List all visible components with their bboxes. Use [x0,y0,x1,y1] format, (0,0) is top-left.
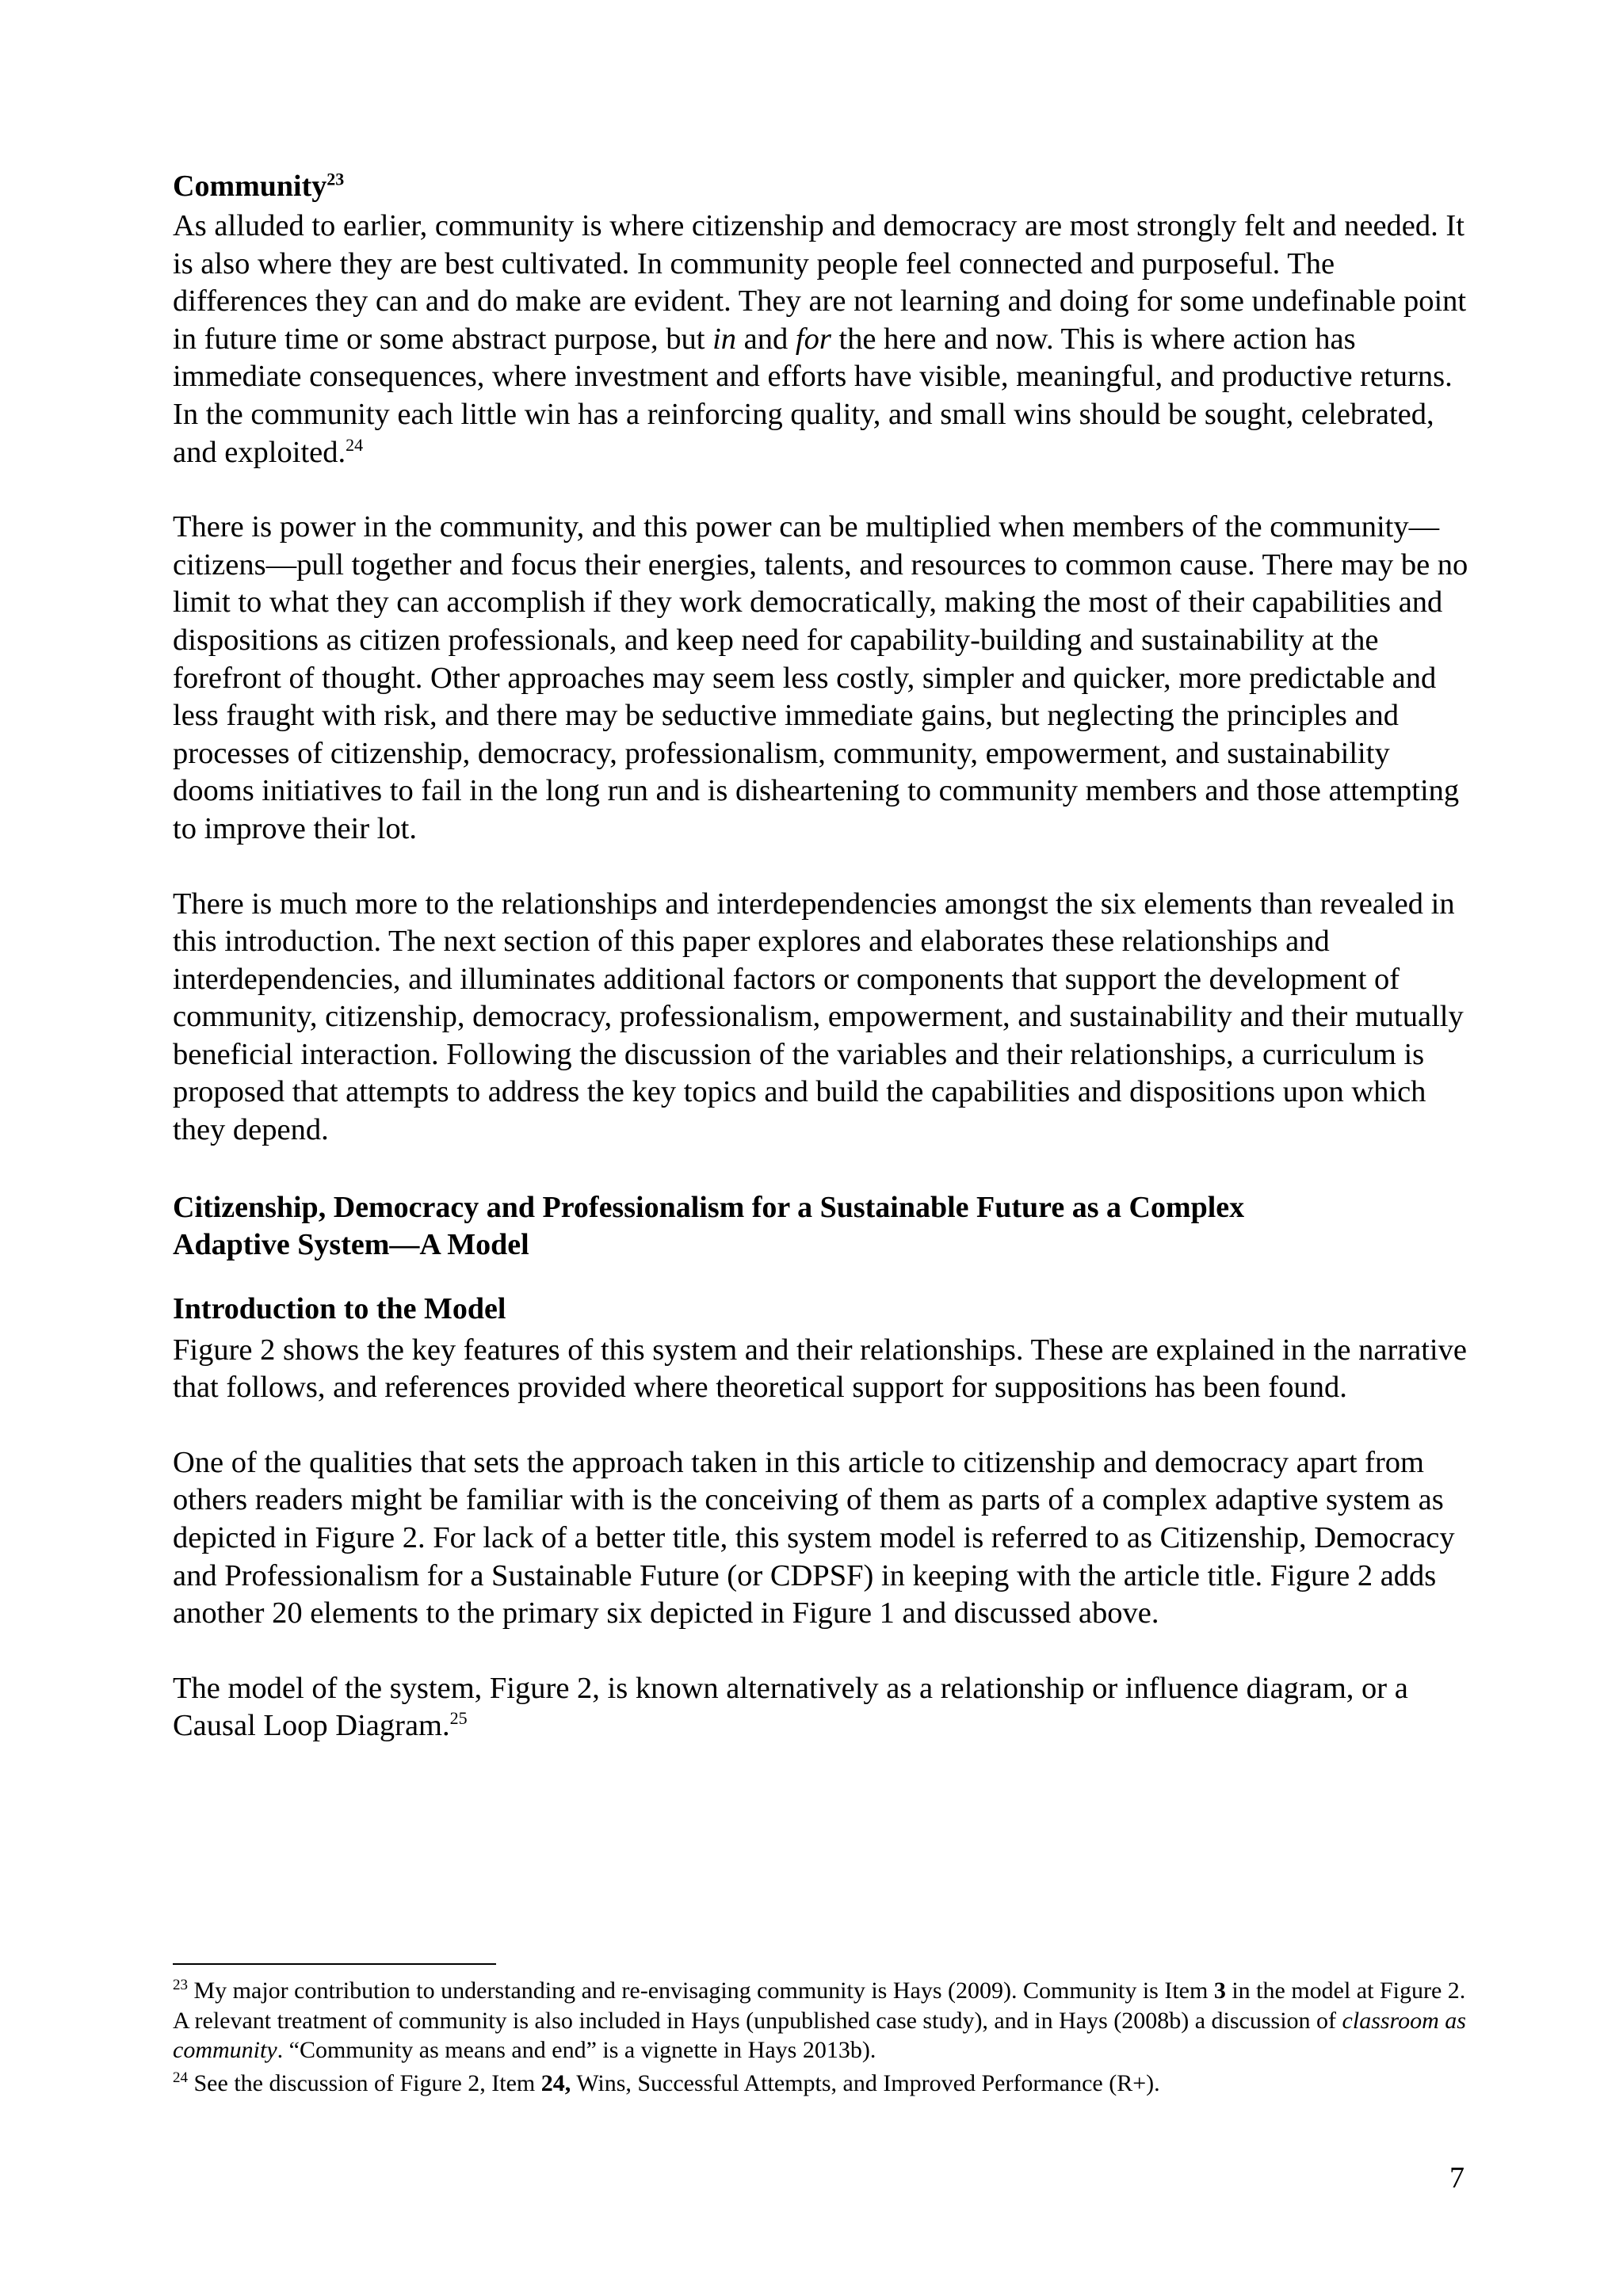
footnote-divider [173,1963,496,1965]
community-p1-em-for: for [795,322,831,356]
heading-community-text: Community [173,170,327,203]
community-p1-text: As alluded to earlier, community is where citizenship and democracy are most strongly felt and needed. It is also where they are best cultivated. In community people feel connected and purposeful. The differences they can and do make are evident. They are not learning and doing for some undefinable point in future time or some abstract purpose, but [173,209,1467,356]
community-p1-em-in: in [712,322,737,356]
footnote-23-a: My major contribution to understanding and re-envisaging community is Hays (2009). Community is Item [188,1978,1214,2004]
intro-paragraph-2: One of the qualities that sets the approach taken in this article to citizenship and democracy apart from others readers might be familiar with is the conceiving of them as parts of a complex adaptive system as depicted in Figure 2. For lack of a better title, this system model is referred to as Citizenship, Democracy and Professionalism for a Sustainable Future (or CDPSF) in keeping with the article title. Figure 2 adds another 20 elements to the primary six depicted in Figure 1 and discussed above. [173,1445,1455,1630]
footnote-23-number: 23 [173,1977,188,1993]
community-p1-rest: the here and now. This is where action has immediate consequences, where investment and efforts have visible, meaningful, and productive returns. In the community each little win has a reinforcing quality, and small wins should be sought, celebrated, and exploited. [173,322,1453,469]
community-paragraph-1 [173,208,1472,471]
intro-paragraph-3 [173,1670,1472,1745]
footnote-ref-23[interactable]: 23 [327,169,345,189]
community-paragraph-2: There is power in the community, and this power can be multiplied when members of the community—citizens—pull together and focus their energies, talents, and resources to common cause. There may be no limit to what they can accomplish if they work democratically, making the most of their capabilities and dispositions as citizen professionals, and keep need for capability-building and sustainability at the forefront of thought. Other approaches may seem less costly, simpler and quicker, more predictable and less fraught with risk, and there may be seductive immediate gains, but neglecting the principles and processes of citizenship, democracy, professionalism, community, empowerment, and sustainability dooms initiatives to fail in the long run and is disheartening to community members and those attempting to improve their lot. [173,510,1468,845]
community-p1-mid: and [736,322,796,356]
footnotes [173,1976,1472,2098]
footnote-ref-24[interactable]: 24 [346,434,364,455]
heading-model [173,1189,1472,1264]
intro-paragraph-1: Figure 2 shows the key features of this system and their relationships. These are explained in the narrative that follows, and references provided where theoretical support for suppositions has been found. [173,1333,1467,1405]
footnote-24 [173,2069,1472,2099]
document-body [173,168,1472,1745]
footnote-23 [173,1976,1472,2065]
footnote-23-c: in the model at Figure 2. A relevant treatment of community is also included in Hays (unpublished case study), and in Hays (2008b) a discussion of [173,1978,1466,2034]
page-number: 7 [1449,2161,1465,2195]
footnote-24-c: Wins, Successful Attempts, and Improved Performance (R+). [571,2069,1160,2096]
footnote-24-number: 24 [173,2069,188,2086]
footnote-23-bold: 3 [1213,1978,1226,2004]
intro-p3-text: The model of the system, Figure 2, is known alternatively as a relationship or influence diagram, or a Causal Loop Diagram. [173,1671,1408,1743]
heading-model-line1: Citizenship, Democracy and Professionalism for a Sustainable Future as a Complex [173,1190,1245,1224]
community-paragraph-3: There is much more to the relationships and interdependencies amongst the six elements than revealed in this introduction. The next section of this paper explores and elaborates these relationships and interdependencies, and illuminates additional factors or components that support the development of community, citizenship, democracy, professionalism, empowerment, and sustainability and their mutually beneficial interaction. Following the discussion of the variables and their relationships, a curriculum is proposed that attempts to address the key topics and build the capabilities and dispositions upon which they depend. [173,887,1464,1147]
footnote-24-bold: 24, [540,2069,571,2096]
heading-model-line2: Adaptive System—A Model [173,1227,529,1261]
footnote-23-em: classroom as community [173,2007,1466,2063]
heading-community [173,168,1472,205]
footnote-23-e: . “Community as means and end” is a vignette in Hays 2013b). [277,2037,876,2063]
footnote-ref-25[interactable]: 25 [449,1708,468,1729]
heading-introduction: Introduction to the Model [173,1291,506,1325]
footnote-24-a: See the discussion of Figure 2, Item [188,2069,541,2096]
